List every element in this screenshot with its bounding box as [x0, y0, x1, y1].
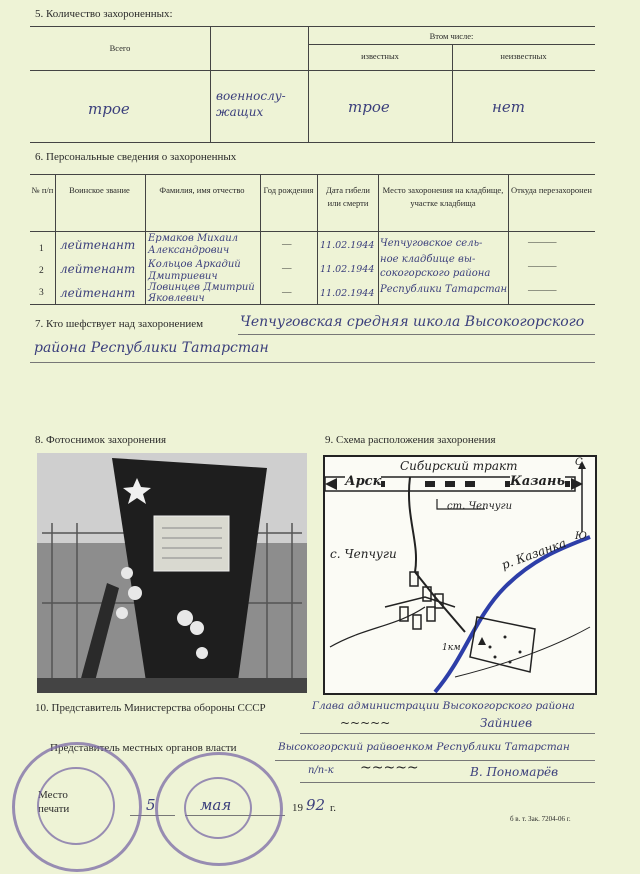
rule [275, 760, 595, 761]
map-north-label: С [575, 457, 583, 468]
s7-label: 7. Кто шефствует над захоронением [35, 318, 204, 330]
row-from: ——— [528, 238, 557, 248]
location-map [323, 455, 597, 695]
official-stamp-left [12, 742, 142, 872]
rule [300, 733, 595, 734]
row-rank: лейтенант [60, 262, 136, 276]
col-known: известных [361, 51, 399, 61]
row-place: Чепчуговское сель- [380, 238, 483, 249]
date-year-prefix: 19 [292, 802, 303, 814]
row-name: Ермаков Михаил [148, 233, 239, 244]
hdr-rank: Воинское звание [69, 185, 130, 195]
row-num: 2 [39, 266, 44, 276]
row-place: ное кладбище вы- [380, 254, 476, 265]
s10-hand2: Зайниев [480, 716, 533, 730]
row-from: ——— [528, 262, 557, 272]
row-death: 11.02.1944 [320, 288, 375, 299]
rule [30, 26, 595, 27]
rule [210, 26, 211, 142]
row-name: Ловинцев Дмитрий [148, 282, 255, 293]
s9-heading: 9. Схема расположения захоронения [325, 434, 496, 446]
rule [317, 174, 318, 304]
burial-photo [37, 453, 307, 693]
rule [378, 174, 379, 304]
val-known: трое [348, 98, 390, 116]
map-village-label: с. Чепчуги [330, 547, 397, 561]
date-suffix: г. [330, 802, 337, 814]
row-death: 11.02.1944 [320, 264, 375, 275]
row-num: 3 [39, 288, 44, 298]
map-river-label: р. Казанка [499, 535, 569, 573]
date-month: мая [200, 796, 232, 814]
row-birth: — [282, 288, 292, 298]
s10-sign1: ~~~~~ [340, 716, 391, 730]
print-mark: б в. т. Зак. 7204-06 г. [510, 815, 571, 823]
s10-hand1: Глава администрации Высокогорского района [312, 700, 575, 712]
s6-heading: 6. Персональные сведения о захороненных [35, 151, 237, 163]
hdr-name: Фамилия, имя отчество [159, 185, 245, 195]
hdr-birth: Год рождения [263, 185, 314, 195]
s10-label: 10. Представитель Министерства обороны СССР [35, 702, 266, 714]
map-drawing [325, 457, 595, 693]
row-num: 1 [39, 244, 44, 254]
row-name: Кольцов Аркадий [148, 259, 241, 270]
rule [30, 70, 595, 71]
rule [508, 174, 509, 304]
s5-heading: 5. Количество захороненных: [35, 8, 173, 20]
row-place: сокогорского района [380, 268, 491, 279]
s7-line1: Чепчуговская средняя школа Высокогорского [240, 314, 585, 330]
map-road-label: Сибирский тракт [400, 459, 518, 473]
rule [30, 231, 595, 232]
row-rank: лейтенант [60, 286, 136, 300]
col-total: Всего [109, 43, 131, 53]
val-category: военнослу-жащих [216, 89, 286, 119]
hdr-place: Место захоронения на кладбище, участке кладбища [382, 185, 504, 208]
col-including: Втом числе: [429, 31, 474, 41]
s8-heading: 8. Фотоснимок захоронения [35, 434, 167, 446]
s10-sign2: ~~~~~ [360, 760, 419, 776]
rule [30, 362, 595, 363]
s10-hand3: Высокогорский райвоенком Республики Татарстан [278, 741, 570, 753]
rule [260, 174, 261, 304]
date-day: 5 [146, 796, 156, 814]
row-birth: — [282, 240, 292, 250]
official-stamp-right [155, 752, 283, 866]
s7-line2: района Республики Татарстан [34, 340, 269, 356]
s10-rank: п/п-к [308, 765, 334, 776]
memorial-image [37, 453, 307, 693]
row-patronymic: Дмитриевич [148, 271, 218, 282]
map-arsk-label: Арск [345, 474, 382, 489]
rule [30, 142, 595, 143]
rule [30, 304, 595, 305]
rule [238, 334, 595, 335]
row-from: ——— [528, 286, 557, 296]
map-station-label: ст. Чепчуги [447, 501, 513, 512]
row-place-extra: Республики Татарстан [380, 284, 508, 295]
hdr-death: Дата гибели или смерти [326, 185, 370, 208]
date-year: 92 [306, 796, 326, 814]
row-patronymic: Александрович [148, 245, 230, 256]
rule [30, 174, 595, 175]
place-label: Место печати [38, 789, 70, 815]
rule [55, 174, 56, 304]
val-unknown: нет [492, 98, 525, 116]
col-unknown: неизвестных [500, 51, 547, 61]
map-distance-label: 1км [442, 643, 461, 653]
rule [145, 174, 146, 304]
map-south-label: Ю [575, 531, 587, 542]
rule [300, 782, 595, 783]
rule [308, 26, 309, 142]
hdr-from: Откуда перезахоронен [511, 185, 592, 195]
s10-local-label: Представитель местных органов власти [50, 742, 237, 754]
s10-hand4: В. Пономарёв [470, 765, 559, 779]
val-total: трое [88, 100, 130, 118]
row-birth: — [282, 264, 292, 274]
row-patronymic: Яковлевич [148, 293, 205, 304]
map-kazan-label: Казань [510, 474, 566, 489]
row-death: 11.02.1944 [320, 240, 375, 251]
row-rank: лейтенант [60, 238, 136, 252]
hdr-num: № п/п [31, 185, 54, 195]
